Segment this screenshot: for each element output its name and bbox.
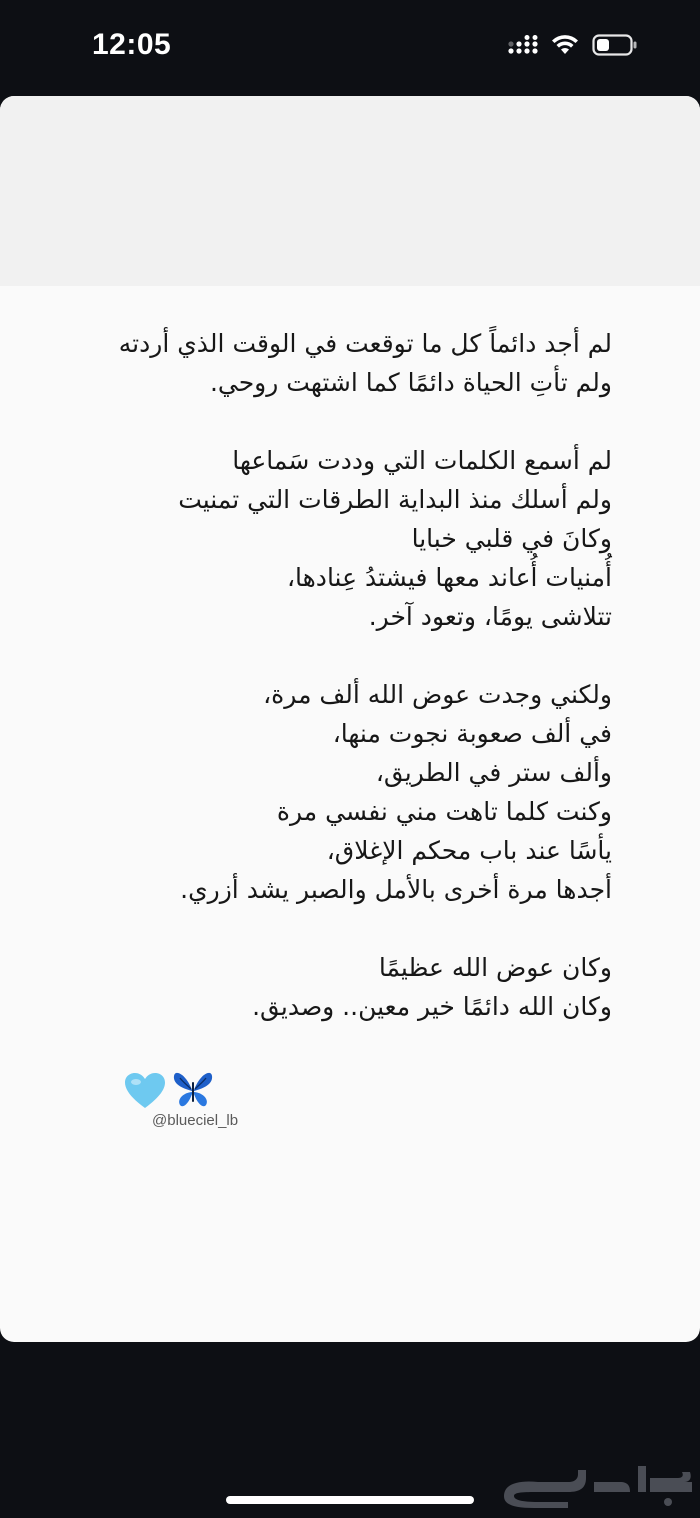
poem-line: ولم تأتِ الحياة دائمًا كما اشتهت روحي. <box>209 368 612 397</box>
poem-line: تتلاشى يومًا، وتعود آخر. <box>368 602 612 631</box>
heart-icon <box>124 1072 166 1110</box>
poem-line: أُمنيات أُعاند معها فيشتدُ عِنادها، <box>286 563 612 592</box>
signal-icon <box>508 35 538 55</box>
watermark-logo <box>498 1456 698 1512</box>
stanza <box>52 675 612 909</box>
poem-line: وكان عوض الله عظيمًا <box>378 953 612 982</box>
home-indicator[interactable] <box>226 1496 474 1504</box>
poem-line: وألف ستر في الطريق، <box>375 758 612 787</box>
poem-line: وكانَ في قلبي خبايا <box>411 524 612 553</box>
wifi-icon <box>550 34 580 56</box>
card-header-area <box>0 96 700 286</box>
poem-line: ولم أسلك منذ البداية الطرقات التي تمنيت <box>178 485 612 514</box>
poem-line: وكان الله دائمًا خير معين.. وصديق. <box>252 992 612 1021</box>
butterfly-icon <box>172 1070 214 1110</box>
battery-icon <box>592 34 638 56</box>
poem-text <box>52 324 612 1065</box>
poem-line: لم أسمع الكلمات التي وددت سَماعها <box>232 446 612 475</box>
poem-line: وكنت كلما تاهت مني نفسي مرة <box>276 797 612 826</box>
status-bar <box>0 0 700 96</box>
poem-line: في ألف صعوبة نجوت منها، <box>332 719 612 748</box>
stanza <box>52 441 612 636</box>
stanza <box>52 948 612 1026</box>
poem-line: ولكني وجدت عوض الله ألف مرة، <box>263 680 612 709</box>
poem-line: يأسًا عند باب محكم الإغلاق، <box>326 836 612 865</box>
status-icons <box>508 34 638 56</box>
poem-line: أجدها مرة أخرى بالأمل والصبر يشد أزري. <box>180 875 612 904</box>
post-card <box>0 96 700 1342</box>
status-time: 12:05 <box>92 28 172 61</box>
stanza <box>52 324 612 402</box>
author-signature <box>124 1070 274 1130</box>
poem-line: لم أجد دائماً كل ما توقعت في الوقت الذي أردته <box>118 329 612 358</box>
author-handle: @blueciel_lb <box>152 1112 239 1129</box>
